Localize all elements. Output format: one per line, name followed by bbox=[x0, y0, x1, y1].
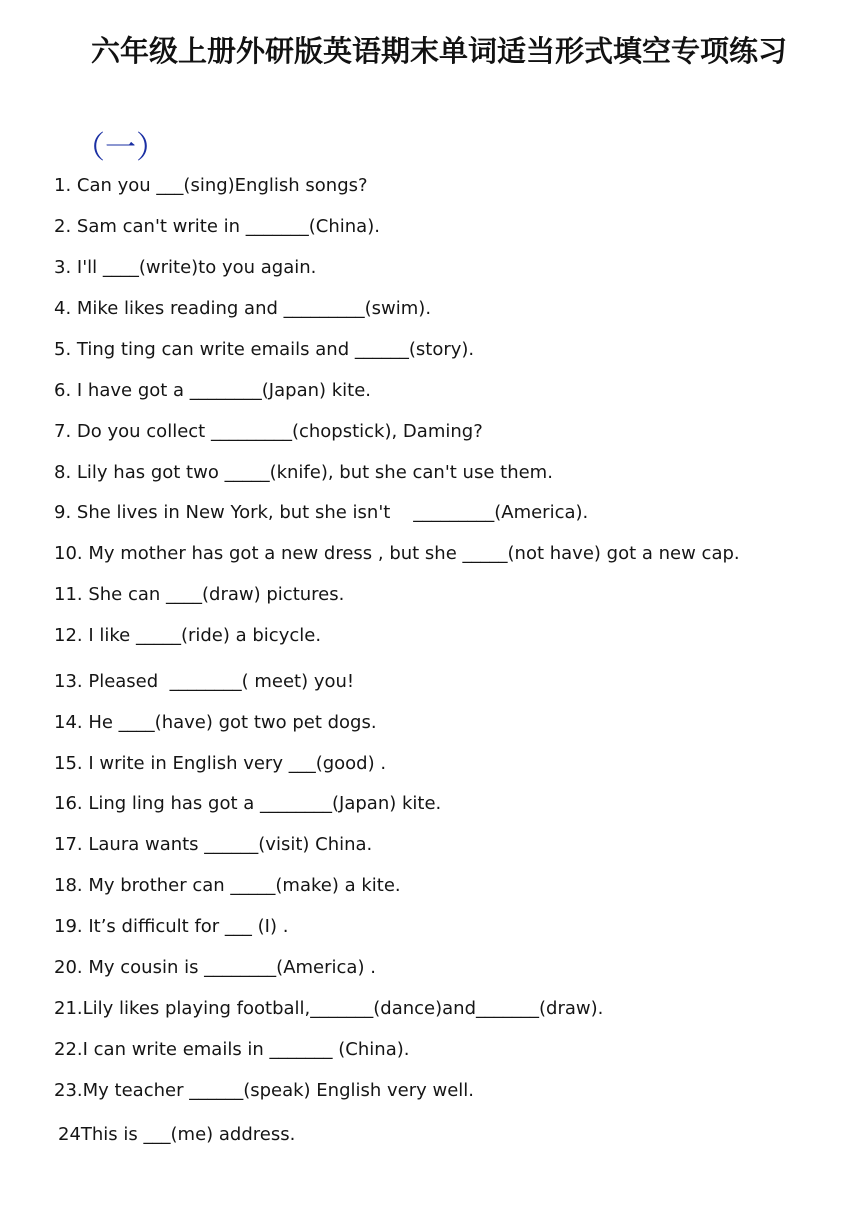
question-item: 6. I have got a ________(Japan) kite. bbox=[54, 380, 372, 401]
question-item: 22.I can write emails in _______ (China). bbox=[54, 1039, 410, 1060]
question-item: 8. Lily has got two _____(knife), but she can't use them. bbox=[54, 462, 553, 483]
question-item: 13. Pleased ________( meet) you! bbox=[54, 671, 355, 692]
question-item: 11. She can ____(draw) pictures. bbox=[54, 584, 345, 605]
question-item: 1. Can you ___(sing)English songs? bbox=[54, 175, 368, 196]
question-item: 15. I write in English very ___(good) . bbox=[54, 753, 387, 774]
question-item: 17. Laura wants ______(visit) China. bbox=[54, 834, 373, 855]
question-item: 3. I'll ____(write)to you again. bbox=[54, 257, 317, 278]
question-item: 12. I like _____(ride) a bicycle. bbox=[54, 625, 322, 646]
question-item: 16. Ling ling has got a ________(Japan) kite. bbox=[54, 793, 442, 814]
question-item: 7. Do you collect _________(chopstick), Daming? bbox=[54, 421, 483, 442]
question-item: 9. She lives in New York, but she isn't _________(America). bbox=[54, 502, 589, 523]
question-item: 5. Ting ting can write emails and ______(story). bbox=[54, 339, 475, 360]
question-item: 2. Sam can't write in _______(China). bbox=[54, 216, 380, 237]
question-item: 19. It’s difficult for ___ (I) . bbox=[54, 916, 289, 937]
page-title: 六年级上册外研版英语期末单词适当形式填空专项练习 bbox=[90, 34, 787, 68]
question-item: 18. My brother can _____(make) a kite. bbox=[54, 875, 401, 896]
question-item: 10. My mother has got a new dress , but she _____(not have) got a new cap. bbox=[54, 543, 740, 564]
question-item: 24This is ___(me) address. bbox=[58, 1124, 296, 1145]
section-label: （一） bbox=[74, 130, 167, 166]
question-item: 14. He ____(have) got two pet dogs. bbox=[54, 712, 377, 733]
question-item: 23.My teacher ______(speak) English very well. bbox=[54, 1080, 475, 1101]
question-item: 21.Lily likes playing football,_______(dance)and_______(draw). bbox=[54, 998, 604, 1019]
question-item: 20. My cousin is ________(America) . bbox=[54, 957, 376, 978]
question-item: 4. Mike likes reading and _________(swim). bbox=[54, 298, 432, 319]
